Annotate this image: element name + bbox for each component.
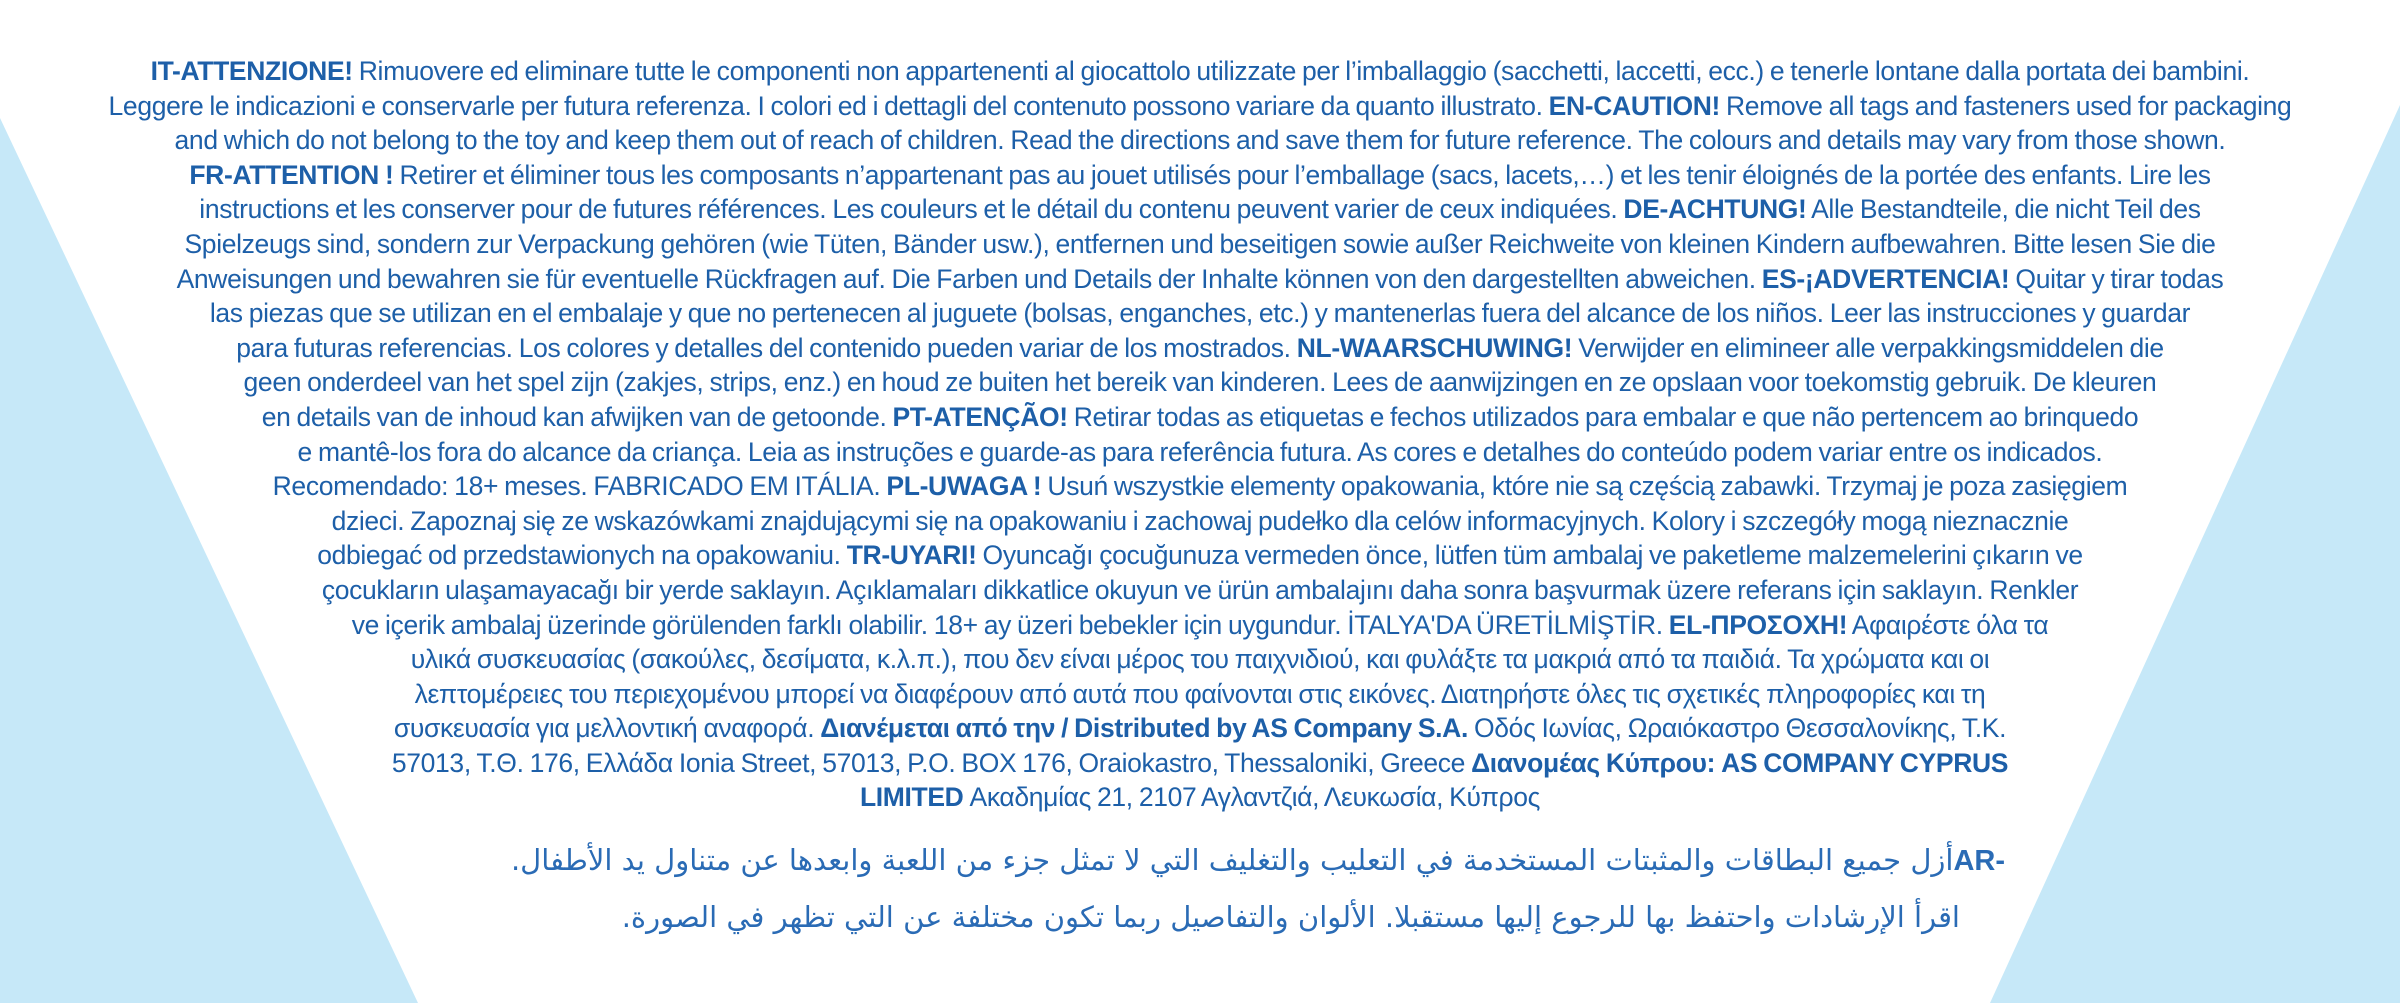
language-heading: IT-ATTENZIONE!: [150, 56, 353, 86]
warning-text: Ακαδημίας 21, 2107 Αγλαντζιά, Λευκωσία, Κύπρος: [963, 782, 1541, 813]
arabic-text-line-1: أزل جميع البطاقات والمثبتات المستخدمة في التعليب والتغليف التي لا تمثل جزء من اللعبة وابعدها عن متناول يد الأطفال.: [510, 843, 1954, 877]
warning-text: çocukların ulaşamayacağı bir yerde saklayın. Açıklamaları dikkatlice okuyun ve ürün ambalajını daha sonra başvurmak üzere referans için saklayın. Renkler: [321, 574, 2079, 605]
language-heading: EL-ΠΡΟΣΟΧΗ!: [1668, 609, 1848, 640]
warning-text: Αφαιρέστε όλα τα: [1847, 609, 2049, 640]
warning-line: [54, 227, 2346, 262]
warning-line: [54, 192, 2346, 227]
warning-text: Quitar y tirar todas: [2009, 263, 2224, 294]
warning-line: [54, 365, 2346, 400]
warning-line: [54, 331, 2346, 366]
warning-text: Rimuovere ed eliminare tutte le componenti non appartenenti al giocattolo utilizzate per l’imballaggio (sacchetti, laccetti, ecc.) e tenerle lontane dalla portata dei bambini.: [352, 56, 2250, 86]
arabic-warning-line-1: [511, 843, 2005, 878]
warning-text: Verwijder en elimineer alle verpakkingsmiddelen die: [1572, 332, 2164, 363]
warning-text: Recomendado: 18+ meses. FABRICADO EM ITÁLIA.: [272, 471, 887, 502]
warning-text: las piezas que se utilizan en el embalaje y que no pertenecen al juguete (bolsas, enganches, etc.) y mantenerlas fuera del alcance de los niños. Leer las instrucciones y guardar: [209, 298, 2191, 329]
language-heading: FR-ATTENTION !: [189, 159, 394, 190]
language-heading: Διανέμεται από την / Distributed by AS Company S.A.: [820, 713, 1468, 744]
warning-line: [54, 89, 2346, 124]
warning-line: [54, 54, 2346, 89]
warning-line: [54, 504, 2346, 539]
arabic-language-tag: AR-: [1953, 845, 2005, 877]
warning-line: [54, 469, 2346, 504]
warning-text: instructions et les conserver pour de futures références. Les couleurs et le détail du contenu peuvent varier de ceux indiquées.: [199, 194, 1624, 225]
language-heading: LIMITED: [859, 782, 964, 813]
warning-line: [54, 158, 2346, 193]
warning-text: Leggere le indicazioni e conservarle per futura referenza. I colori ed i dettagli del contenuto possono variare da quanto illustrato.: [108, 90, 1549, 121]
arabic-text-line-2: اقرأ الإرشادات واحتفظ بها للرجوع إليها مستقبلا. الألوان والتفاصيل ربما تكون مختلفة عن التي تظهر في الصورة.: [621, 900, 1960, 934]
language-heading: PT-ATENÇÃO!: [892, 401, 1068, 432]
warning-text: λεπτομέρειες του περιεχομένου μπορεί να διαφέρουν από αυτά που φαίνονται στις εικόνες. Διατηρήστε όλες τις σχετικές πληροφορίες και τη: [414, 678, 1986, 709]
warning-text: para futuras referencias. Los colores y detalles del contenido pueden variar de los mostrados.: [236, 332, 1297, 363]
language-heading: NL-WAARSCHUWING!: [1296, 332, 1573, 363]
warning-line: [54, 780, 2346, 815]
warning-text: and which do not belong to the toy and keep them out of reach of children. Read the directions and save them for future reference. The colours and details may vary from those shown.: [174, 125, 2226, 156]
warning-line: [54, 711, 2346, 746]
language-heading: ES-¡ADVERTENCIA!: [1761, 263, 2010, 294]
language-heading: TR-UYARI!: [846, 540, 977, 571]
warning-text: Alle Bestandteile, die nicht Teil des: [1806, 194, 2201, 225]
warning-text: 57013, Τ.Θ. 176, Ελλάδα Ionia Street, 57013, P.O. BOX 176, Oraiokastro, Thessaloniki, Greece: [391, 747, 1472, 778]
arabic-warning-line-2: [622, 900, 1960, 934]
warning-line: [54, 262, 2346, 297]
warning-text: Retirar todas as etiquetas e fechos utilizados para embalar e que não pertencem ao brinquedo: [1067, 401, 2139, 432]
warning-line: [54, 296, 2346, 331]
warning-line: [54, 608, 2346, 643]
warning-line: [54, 123, 2346, 158]
warning-text: odbiegać od przedstawionych na opakowaniu.: [317, 540, 847, 571]
warning-text: geen onderdeel van het spel zijn (zakjes, strips, enz.) en houd ze buiten het bereik van kinderen. Lees de aanwijzingen en ze opslaan voor toekomstig gebruik. De kleuren: [243, 367, 2157, 398]
warning-text: en details van de inhoud kan afwijken van de getoonde.: [261, 401, 893, 432]
warning-line: [54, 746, 2346, 781]
warning-text: Οδός Ιωνίας, Ωραιόκαστρο Θεσσαλονίκης, Τ.Κ.: [1468, 713, 2007, 744]
warning-text: e mantê-los fora do alcance da criança. Leia as instruções e guarde-as para referência futura. As cores e detalhes do conteúdo podem variar entre os indicados.: [297, 436, 2103, 467]
warning-line: [54, 435, 2346, 470]
language-heading: PL-UWAGA !: [886, 471, 1042, 502]
warning-text: Oyuncağı çocuğunuza vermeden önce, lütfen tüm ambalaj ve paketleme malzemelerini çıkarın ve: [976, 540, 2083, 571]
language-heading: Διανομέας Κύπρου: AS COMPANY CYPRUS: [1471, 747, 2009, 778]
warning-text: Remove all tags and fasteners used for packaging: [1719, 90, 2292, 121]
language-heading: EN-CAUTION!: [1548, 90, 1720, 121]
warning-text: dzieci. Zapoznaj się ze wskazówkami znajdującymi się na opakowaniu i zachowaj pudełko dla celów informacyjnych. Kolory i szczegóły mogą nieznacznie: [331, 505, 2069, 536]
warning-line: [54, 400, 2346, 435]
warning-text: υλικά συσκευασίας (σακούλες, δεσίματα, κ.λ.π.), που δεν είναι μέρος του παιχνιδιού, και φυλάξτε τα μακριά από τα παιδιά. Τα χρώματα και οι: [410, 644, 1990, 675]
warning-text: ve içerik ambalaj üzerinde görülenden farklı olabilir. 18+ ay üzeri bebekler için uygundur. İTALYA'DA ÜRETİLMİŞTİR.: [351, 609, 1669, 640]
warning-text-block: [54, 54, 2346, 815]
warning-text: συσκευασία για μελλοντική αναφορά.: [393, 713, 821, 744]
warning-text: Anweisungen und bewahren sie für eventuelle Rückfragen auf. Die Farben und Details der Inhalte können von den dargestellten abweichen.: [176, 263, 1762, 294]
warning-line: [54, 538, 2346, 573]
warning-line: [54, 677, 2346, 712]
language-heading: DE-ACHTUNG!: [1623, 194, 1807, 225]
warning-text: Spielzeugs sind, sondern zur Verpackung gehören (wie Tüten, Bänder usw.), entfernen und beseitigen sowie außer Reichweite von kleinen Kindern aufbewahren. Bitte lesen Sie die: [184, 228, 2216, 259]
warning-line: [54, 573, 2346, 608]
warning-text: Usuń wszystkie elementy opakowania, które nie są częścią zabawki. Trzymaj je poza zasięgiem: [1041, 471, 2128, 502]
warning-line: [54, 642, 2346, 677]
warning-text: Retirer et éliminer tous les composants n’appartenant pas au jouet utilisés pour l’emballage (sacs, lacets,…) et les tenir éloignés de la portée des enfants. Lire les: [393, 159, 2211, 190]
